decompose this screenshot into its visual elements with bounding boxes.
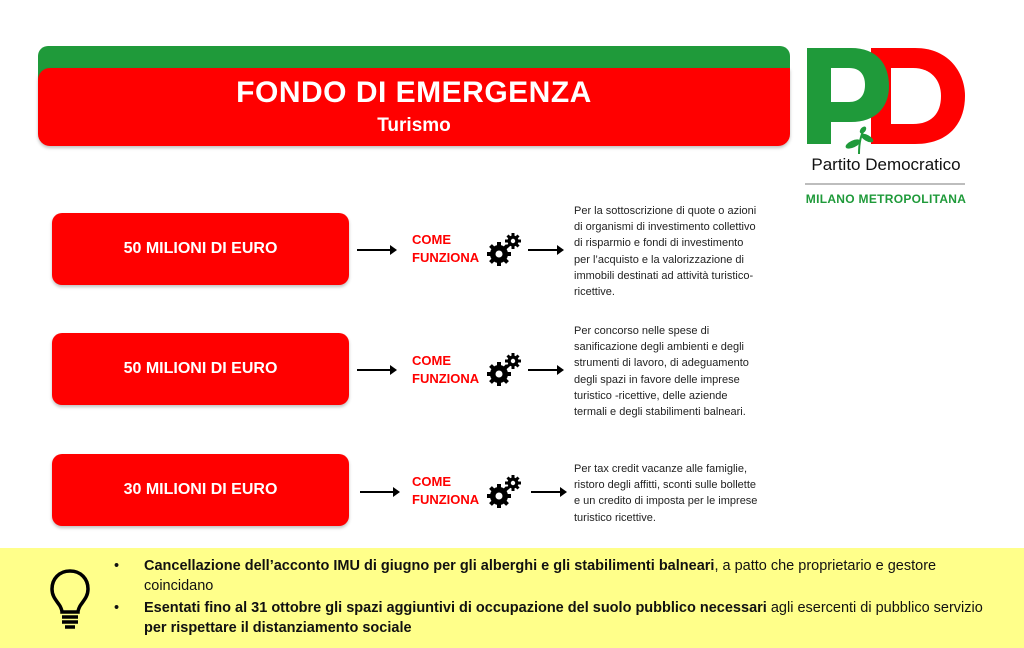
- amount-box: 30 MILIONI DI EURO: [52, 454, 349, 526]
- how-it-works-label: COME FUNZIONA: [412, 353, 480, 386]
- description: Per la sottoscrizione di quote o azioni di organismi di investimento collettivo di risparmio e fondi di investimento per l’acquisto e la valorizzazione di immobili destinati ad attività turistico- ricettive.: [574, 205, 757, 299]
- page-subtitle: Turismo: [377, 115, 451, 136]
- description: Per tax credit vacanze alle famiglie, ristoro degli affitti, sconti sulle bollette e un credito di imposta per le imprese turistico ricettive.: [574, 463, 758, 524]
- list-item: • Esentati fino al 31 ottobre gli spazi aggiuntivi di occupazione del suolo pubblico necessari agli esercenti di pubblico servizio per rispettare il distanziamento sociale: [114, 600, 983, 636]
- gears-icon: [486, 352, 522, 388]
- arrow-icon: [357, 365, 397, 375]
- how-it-works-label: COME FUNZIONA: [412, 232, 480, 265]
- arrow-icon: [528, 245, 564, 255]
- header-banner: [38, 68, 790, 146]
- notes-list: [114, 556, 994, 640]
- amount-box: 50 MILIONI DI EURO: [52, 333, 349, 405]
- arrow-icon: [357, 245, 397, 255]
- lightbulb-icon: [48, 568, 92, 630]
- gears-icon: [486, 232, 522, 268]
- amount-box: 50 MILIONI DI EURO: [52, 213, 349, 285]
- description: Per concorso nelle spese di sanificazione degli ambienti e degli strumenti di lavoro, di adeguamento degli spazi in favore delle imprese turistico -ricettive, delle aziende termali e degli stabilimenti balneari.: [574, 325, 749, 419]
- page-title: FONDO DI EMERGENZA: [236, 76, 592, 109]
- arrow-icon: [531, 487, 567, 497]
- pd-logo: [805, 46, 967, 216]
- logo-party-name: Partito Democratico: [811, 155, 961, 174]
- logo-divider: [805, 183, 965, 185]
- logo-subtitle: MILANO METROPOLITANA: [805, 192, 967, 206]
- arrow-icon: [528, 365, 564, 375]
- how-it-works-label: COME FUNZIONA: [412, 474, 480, 507]
- arrow-icon: [360, 487, 400, 497]
- list-item: • Cancellazione dell’acconto IMU di giugno per gli alberghi e gli stabilimenti balneari, a patto che proprietario e gestore coincidano: [114, 558, 937, 594]
- gears-icon: [486, 474, 522, 510]
